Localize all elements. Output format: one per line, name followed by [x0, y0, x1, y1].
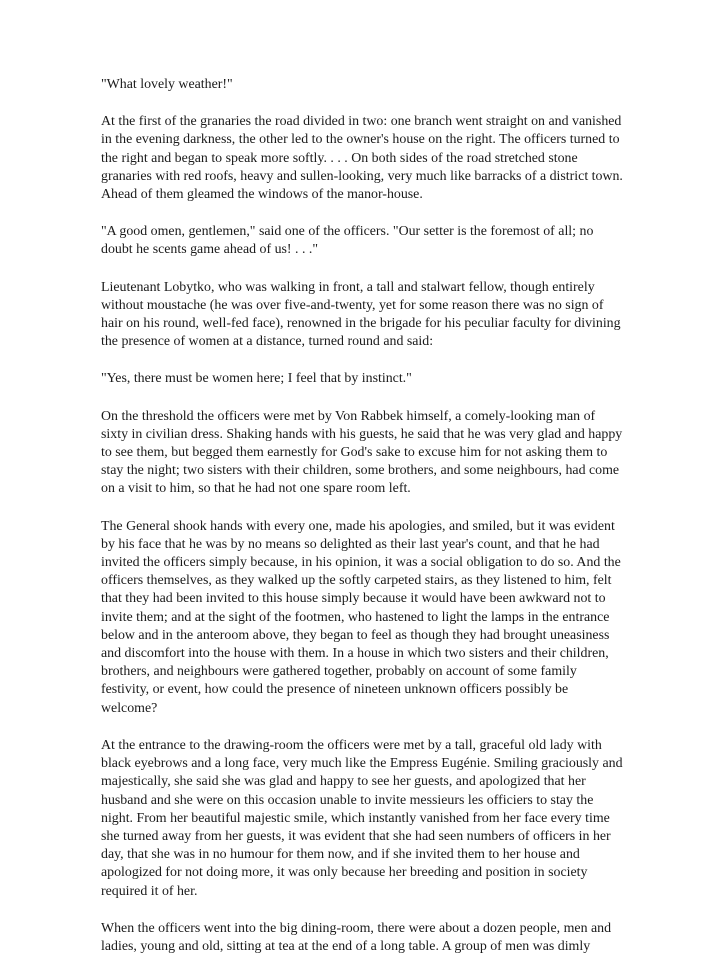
paragraph-weather-quote: "What lovely weather!"	[101, 77, 233, 92]
paragraph-drawing-room: At the entrance to the drawing-room the officers were met by a tall, graceful old lady with black eyebrows and a long face, very much like the Empress Eugénie. Smiling graciously and majestically, she said she was glad and happy to see her guests, and apologized that her husband and she were on this occasion unable to invite messieurs les officiers to stay the night. From her beautiful majestic smile, which instantly vanished from her face every time she turned away from her guests, it was evident that she had seen numbers of officers in her day, that she was in no humour for them now, and if she invited them to her house and apologized for not doing more, it was only because her breeding and position in society required it of her.	[101, 737, 623, 899]
paragraph-von-rabbek: On the threshold the officers were met by Von Rabbek himself, a comely-looking man of sixty in civilian dress. Shaking hands with his guests, he said that he was very glad and happy to see them, but begged them earnestly for God's sake to excuse him for not asking them to stay the night; two sisters with their children, some brothers, and some neighbours, had come on a visit to him, so that he had not one spare room left.	[101, 408, 623, 497]
paragraph-good-omen: "A good omen, gentlemen," said one of the officers. "Our setter is the foremost of all; no doubt he scents game ahead of us! . . ."	[101, 224, 594, 258]
paragraph-dining-room: When the officers went into the big dining-room, there were about a dozen people, men and ladies, young and old, sitting at tea at the end of a long table. A group of men was dimly	[101, 920, 612, 954]
paragraph-granaries: At the first of the granaries the road divided in two: one branch went straight on and vanished in the evening darkness, the other led to the owner's house on the right. The officers turned to the right and began to speak more softly. . . . On both sides of the road stretched stone granaries with red roofs, heavy and sullen-looking, very much like barracks of a district town. Ahead of them gleamed the windows of the manor-house.	[101, 114, 623, 203]
paragraph-lobytko: Lieutenant Lobytko, who was walking in front, a tall and stalwart fellow, though entirely without moustache (he was over five-and-twenty, yet for some reason there was no sign of hair on his round, well-fed face), renowned in the brigade for his peculiar faculty for divining the presence of women at a distance, turned round and said:	[101, 279, 621, 350]
paragraph-general: The General shook hands with every one, made his apologies, and smiled, but it was evident by his face that he was by no means so delighted as their last year's count, and that he had invited the officers simply because, in his opinion, it was a social obligation to do so. And the officers themselves, as they walked up the softly carpeted stairs, as they listened to him, felt that they had been invited to this house simply because it would have been awkward not to invite them; and at the sight of the footmen, who hastened to light the lamps in the entrance below and in the anteroom above, they began to feel as though they had brought uneasiness and discomfort into the house with them. In a house in which two sisters and their children, brothers, and neighbours were gathered together, probably on account of some family festivity, or event, how could the presence of nineteen unknown officers possibly be welcome?	[101, 518, 621, 716]
paragraph-women-instinct: "Yes, there must be women here; I feel that by instinct."	[101, 371, 412, 387]
